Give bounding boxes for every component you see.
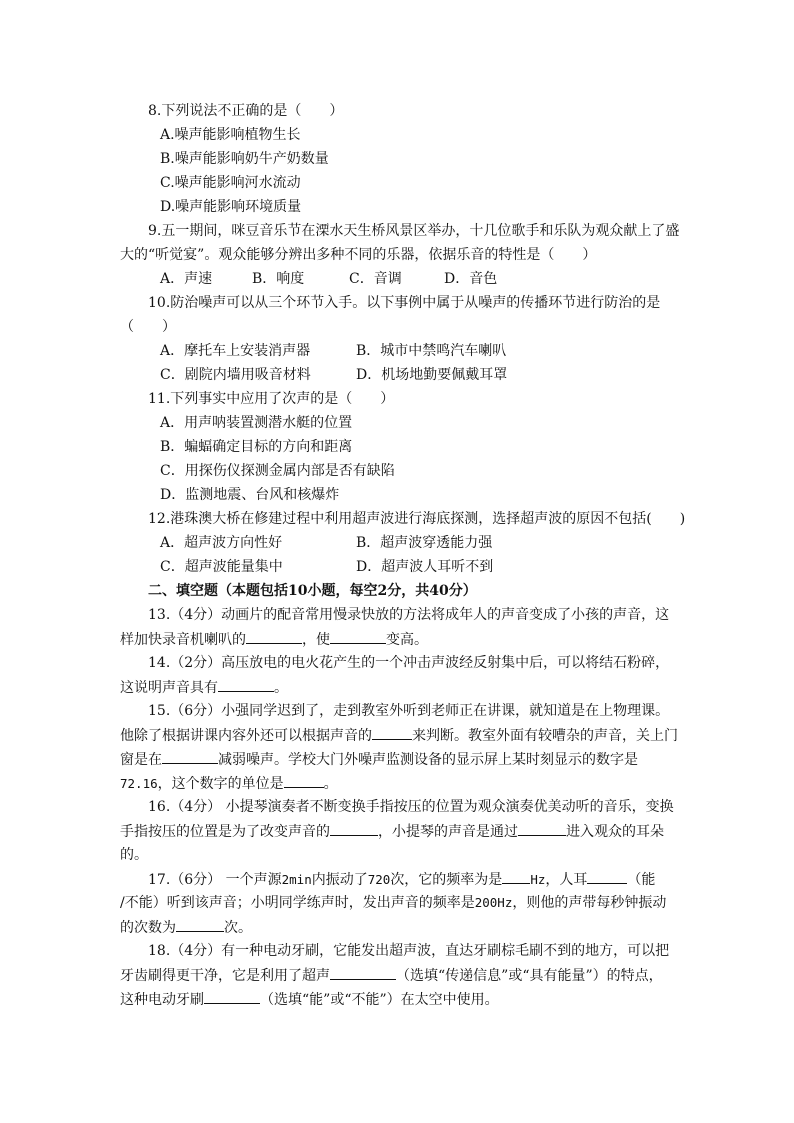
q8-option-a: A.噪声能影响植物生长: [160, 127, 301, 143]
q17-line3: 的次数为 次。: [120, 917, 252, 938]
q9-option-b: B．响度: [252, 271, 305, 287]
q9-stem-line2: 大的“听觉宴”。观众能够分辨出多种不同的乐器，依据乐音的特性是（ ）: [120, 247, 597, 263]
q16-blank-1[interactable]: [330, 821, 378, 836]
q16-blank-2[interactable]: [518, 821, 566, 836]
q18-blank-2[interactable]: [204, 989, 260, 1004]
q17-line1: 17.（6分） 一个声源2min内振动了720次，它的频率为是 Hz，人耳 （能: [148, 869, 655, 890]
q12-option-c: C．超声波能量集中: [160, 559, 283, 575]
q9-stem-line1: 9.五一期间，咪豆音乐节在溧水天生桥风景区举办，十几位歌手和乐队为观众献上了盛: [148, 223, 680, 239]
q16-line3: 的。: [120, 847, 148, 863]
q15-line4: 72.16，这个数字的单位是 。: [120, 773, 338, 794]
q17-blank-3[interactable]: [176, 917, 224, 932]
q18-line2: 牙齿刷得更干净，它是利用了超声 （选填“传递信息”或“具有能量”）的特点，: [120, 965, 663, 986]
q10-option-d: D．机场地勤要佩戴耳罩: [356, 367, 508, 383]
q10-option-c: C．剧院内墙用吸音材料: [160, 367, 311, 383]
q15-line1: 15.（6分）小强同学迟到了，走到教室外听到老师正在讲课，就知道是在上物理课。: [148, 703, 670, 719]
q12-option-d: D．超声波人耳听不到: [356, 559, 494, 575]
q14-line1: 14.（2分）高压放电的电火花产生的一个冲击声波经反射集中后，可以将结石粉碎，: [148, 655, 670, 671]
q10-stem-line2: （ ）: [120, 319, 176, 335]
q17-line2: /不能）听到该声音；小明同学练声时，发出声音的频率是200Hz，则他的声带每秒钟振动: [120, 895, 667, 911]
q16-line1: 16.（4分） 小提琴演奏者不断变换手指按压的位置为观众演奏优美动听的音乐，变换: [148, 799, 674, 815]
q9-option-c: C．音调: [349, 271, 402, 287]
q10-option-a: A．摩托车上安装消声器: [160, 343, 311, 359]
q18-blank-1[interactable]: [330, 965, 396, 980]
q12-option-b: B．超声波穿透能力强: [356, 535, 493, 551]
q15-line3: 窗是在 减弱噪声。学校大门外噪声监测设备的显示屏上某时刻显示的数字是: [120, 749, 638, 770]
q11-option-c: C．用探伤仪探测金属内部是否有缺陷: [160, 463, 395, 479]
q15-blank-2[interactable]: [162, 749, 218, 764]
q8-option-b: B.噪声能影响奶牛产奶数量: [160, 151, 329, 167]
q16-line2: 手指按压的位置是为了改变声音的 ，小提琴的声音是通过 进入观众的耳朵: [120, 821, 664, 842]
q15-line2: 他除了根据讲课内容外还可以根据声音的 来判断。教室外面有较嘈杂的声音，关上门: [120, 725, 678, 746]
q15-blank-1[interactable]: [372, 725, 412, 740]
section-2-heading: 二、填空题（本题包括10小题，每空2分，共40分）: [148, 583, 477, 599]
q11-option-b: B．蝙蝠确定目标的方向和距离: [160, 439, 353, 455]
q15-blank-3[interactable]: [284, 773, 324, 788]
q18-line3: 这种电动牙刷 （选填“能”或“不能”）在太空中使用。: [120, 989, 499, 1010]
q17-blank-1[interactable]: [502, 869, 530, 884]
q9-option-d: D．音色: [444, 271, 498, 287]
q14-line2: 这说明声音具有 。: [120, 677, 288, 698]
q11-option-d: D．监测地震、台风和核爆炸: [160, 487, 340, 503]
q13-line2: 样加快录音机喇叭的 ，使 变高。: [120, 629, 428, 650]
q10-option-b: B．城市中禁鸣汽车喇叭: [356, 343, 507, 359]
q11-option-a: A．用声呐装置测潜水艇的位置: [160, 415, 353, 431]
q8-option-d: D.噪声能影响环境质量: [160, 199, 302, 215]
q10-stem-line1: 10.防治噪声可以从三个环节入手。以下事例中属于从噪声的传播环节进行防治的是: [148, 295, 661, 311]
q18-line1: 18.（4分）有一种电动牙刷，它能发出超声波，直达牙刷棕毛刷不到的地方，可以把: [148, 943, 670, 959]
q14-blank-1[interactable]: [218, 677, 274, 692]
q12-stem: 12.港珠澳大桥在修建过程中利用超声波进行海底探测，选择超声波的原因不包括( ): [148, 511, 686, 527]
q17-blank-2[interactable]: [587, 869, 627, 884]
q13-line1: 13.（4分）动画片的配音常用慢录快放的方法将成年人的声音变成了小孩的声音，这: [148, 607, 670, 623]
q8-stem: 8.下列说法不正确的是（ ）: [148, 103, 344, 119]
q8-option-c: C.噪声能影响河水流动: [160, 175, 301, 191]
q9-option-a: A．声速: [160, 271, 213, 287]
q12-option-a: A．超声波方向性好: [160, 535, 283, 551]
q13-blank-2[interactable]: [330, 629, 386, 644]
q13-blank-1[interactable]: [246, 629, 302, 644]
q11-stem: 11.下列事实中应用了次声的是（ ）: [148, 391, 395, 407]
